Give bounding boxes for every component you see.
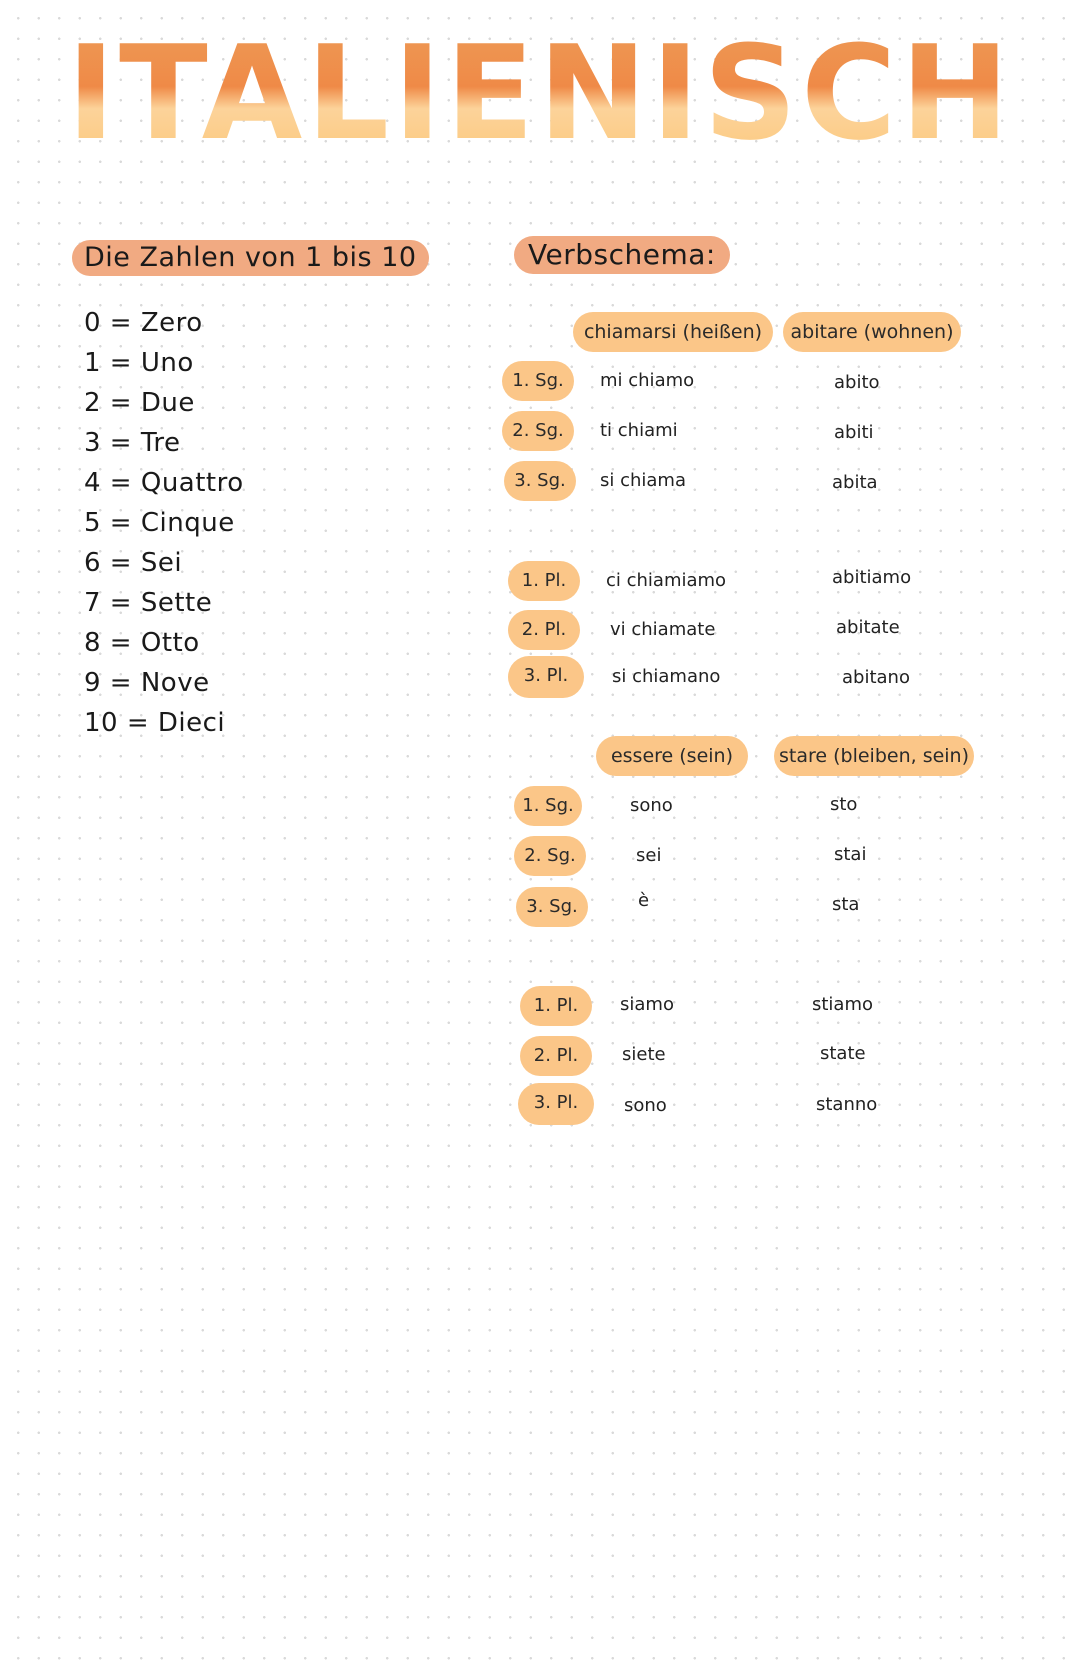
person-label: 1. Sg. [502,361,574,401]
conjugation-cell: abitano [842,667,910,688]
list-item: 1 = Uno [84,348,194,378]
conjugation-cell: abitiamo [832,567,912,588]
verb-header-abitare: abitare (wohnen) [783,312,961,352]
list-item: 5 = Cinque [84,508,235,538]
conjugation-cell: stanno [816,1094,878,1115]
conjugation-cell: state [820,1043,866,1064]
conjugation-cell: sei [636,845,662,866]
person-label: 1. Pl. [520,986,592,1026]
list-item: 4 = Quattro [84,468,244,498]
verb-header-stare: stare (bleiben, sein) [774,736,974,776]
person-label: 2. Pl. [508,610,580,650]
conjugation-cell: si chiama [600,470,687,491]
conjugation-cell: sta [832,894,860,915]
person-label: 3. Pl. [518,1083,594,1125]
conjugation-cell: ci chiamiamo [606,570,727,591]
list-item: 9 = Nove [84,668,210,698]
conjugation-cell: sono [624,1095,667,1116]
page-title: ITALIENISCH [0,28,1080,158]
conjugation-cell: abito [834,372,880,393]
conjugation-cell: stiamo [812,994,874,1015]
conjugation-cell: siamo [620,994,674,1015]
conjugation-cell: stai [834,844,867,865]
list-item: 0 = Zero [84,308,203,338]
list-item: 10 = Dieci [84,708,226,738]
person-label: 3. Sg. [504,461,576,501]
person-label: 2. Sg. [514,836,586,876]
conjugation-cell: abiti [834,422,874,443]
person-label: 3. Sg. [516,887,588,927]
list-item: 6 = Sei [84,548,183,578]
list-item: 3 = Tre [84,428,181,458]
conjugation-cell: siete [622,1044,666,1065]
list-item: 7 = Sette [84,588,213,618]
verb-header-essere: essere (sein) [596,736,748,776]
numbers-heading: Die Zahlen von 1 bis 10 [72,240,429,276]
conjugation-cell: mi chiamo [600,370,695,391]
person-label: 3. Pl. [508,656,584,698]
person-label: 2. Pl. [520,1036,592,1076]
numbers-list [84,303,244,743]
conjugation-cell: vi chiamate [610,619,716,640]
verbs-heading: Verbschema: [514,236,730,274]
person-label: 1. Pl. [508,561,580,601]
person-label: 1. Sg. [514,786,582,826]
list-item: 8 = Otto [84,628,200,658]
verb-header-chiamarsi: chiamarsi (heißen) [573,312,773,352]
conjugation-cell: abitate [836,617,900,638]
person-label: 2. Sg. [502,411,574,451]
conjugation-cell: sto [830,794,858,815]
conjugation-cell: è [638,890,650,911]
conjugation-cell: abita [832,472,878,493]
conjugation-cell: sono [630,795,673,816]
conjugation-cell: ti chiami [600,420,678,441]
list-item: 2 = Due [84,388,195,418]
conjugation-cell: si chiamano [612,666,721,687]
